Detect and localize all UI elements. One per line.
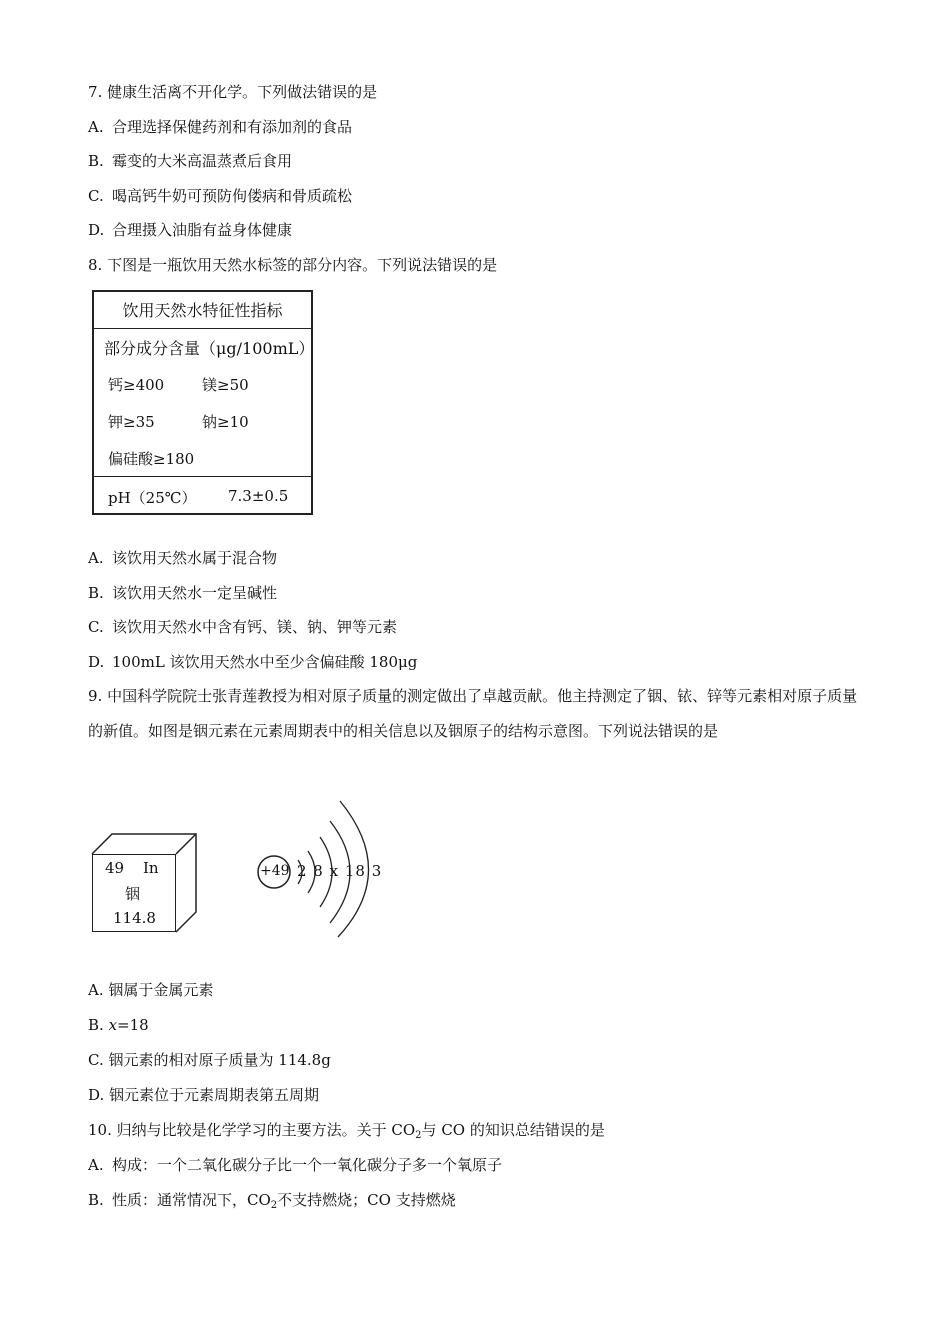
option-letter: D. — [88, 653, 105, 671]
option-text-after: 不支持燃烧；CO 支持燃烧 — [277, 1191, 456, 1209]
element-name: 铟 — [125, 885, 141, 903]
q7-option-a[interactable] — [88, 117, 352, 137]
q8-option-b[interactable] — [88, 583, 277, 603]
q7-option-c[interactable] — [88, 186, 352, 206]
q9-option-d[interactable] — [88, 1085, 319, 1105]
q8-option-c[interactable] — [88, 617, 397, 637]
option-letter: B. — [88, 1191, 104, 1209]
label-sodium: 钠≥10 — [202, 413, 249, 431]
option-text: 合理选择保健药剂和有添加剂的食品 — [112, 118, 353, 136]
option-text: 该饮用天然水一定呈碱性 — [112, 584, 278, 602]
option-letter: A. — [88, 118, 104, 136]
q8-stem: 8. 下图是一瓶饮用天然水标签的部分内容。下列说法错误的是 — [88, 256, 498, 274]
q9-option-c[interactable] — [88, 1050, 331, 1070]
q10-stem-before: 10. 归纳与比较是化学学习的主要方法。关于 CO — [88, 1121, 416, 1139]
option-text: 100mL 该饮用天然水中至少含偏硅酸 180μg — [112, 653, 418, 671]
variable-x: x — [108, 1016, 118, 1034]
q7-option-d[interactable] — [88, 220, 292, 240]
nucleus-charge: +49 — [260, 863, 290, 879]
option-letter: A. — [88, 1156, 104, 1174]
q9-stem: 9. 中国科学院院士张青莲教授为相对原子质量的测定做出了卓越贡献。他主持测定了铟、铱、锌等元素相对原子质量的新值。如图是铟元素在元素周期表中的相关信息以及铟原子的结构示意图。下列说法错误的是 — [88, 687, 858, 740]
q9-option-b[interactable] — [88, 1015, 149, 1035]
q10-stem-after: 与 CO 的知识总结错误的是 — [421, 1121, 605, 1139]
q9-option-a[interactable] — [88, 980, 213, 1000]
cube-front — [92, 854, 176, 932]
option-text: 铟元素位于元素周期表第五周期 — [109, 1086, 320, 1104]
label-ph-label: pH（25℃） — [108, 489, 197, 507]
q10-stem — [88, 1120, 605, 1146]
label-magnesium: 镁≥50 — [202, 376, 249, 394]
atom-structure-diagram — [250, 795, 390, 940]
option-letter: C. — [88, 618, 104, 636]
option-letter: B. — [88, 152, 104, 170]
option-letter: A. — [88, 549, 104, 567]
option-text: 该饮用天然水属于混合物 — [112, 549, 278, 567]
option-text: 该饮用天然水中含有钙、镁、钠、钾等元素 — [112, 618, 398, 636]
q10-option-a[interactable] — [88, 1155, 502, 1175]
option-letter: C. — [88, 1051, 104, 1069]
label-ph-row — [94, 476, 311, 515]
option-text: 铟属于金属元素 — [108, 981, 214, 999]
option-sub: 2 — [270, 1200, 278, 1211]
label-metasilicic: 偏硅酸≥180 — [108, 450, 195, 468]
option-letter: D. — [88, 1086, 105, 1104]
label-ph-value: 7.3±0.5 — [228, 487, 289, 505]
option-letter: C. — [88, 187, 104, 205]
option-text-before: 性质：通常情况下，CO — [112, 1191, 271, 1209]
atomic-number: 49 — [105, 859, 125, 877]
q7-option-b[interactable] — [88, 151, 292, 171]
option-letter: B. — [88, 584, 104, 602]
label-title: 饮用天然水特征性指标 — [94, 292, 311, 329]
label-subtitle: 部分成分含量（μg/100mL） — [104, 339, 315, 358]
option-text: 喝高钙牛奶可预防佝偻病和骨质疏松 — [112, 187, 353, 205]
q8-option-a[interactable] — [88, 548, 277, 568]
electron-shells: 2 8 x 18 3 — [297, 862, 383, 880]
option-text: 合理摄入油脂有益身体健康 — [112, 221, 293, 239]
option-text: =18 — [117, 1016, 149, 1034]
option-letter: A. — [88, 981, 104, 999]
q8-option-d[interactable] — [88, 652, 417, 672]
label-calcium: 钙≥400 — [108, 376, 165, 394]
q10-stem-sub: 2 — [415, 1130, 422, 1141]
option-letter: B. — [88, 1016, 104, 1034]
indium-element-cell — [88, 830, 200, 936]
atomic-mass: 114.8 — [113, 909, 156, 927]
water-label-table — [92, 290, 313, 515]
q7-stem: 7. 健康生活离不开化学。下列做法错误的是 — [88, 83, 378, 101]
option-letter: D. — [88, 221, 105, 239]
q10-option-b[interactable] — [88, 1190, 456, 1216]
option-text: 铟元素的相对原子质量为 114.8g — [108, 1051, 331, 1069]
option-text: 霉变的大米高温蒸煮后食用 — [112, 152, 293, 170]
label-potassium: 钾≥35 — [108, 413, 155, 431]
element-symbol: In — [143, 859, 159, 877]
option-text: 构成：一个二氧化碳分子比一个一氧化碳分子多一个氧原子 — [112, 1156, 503, 1174]
